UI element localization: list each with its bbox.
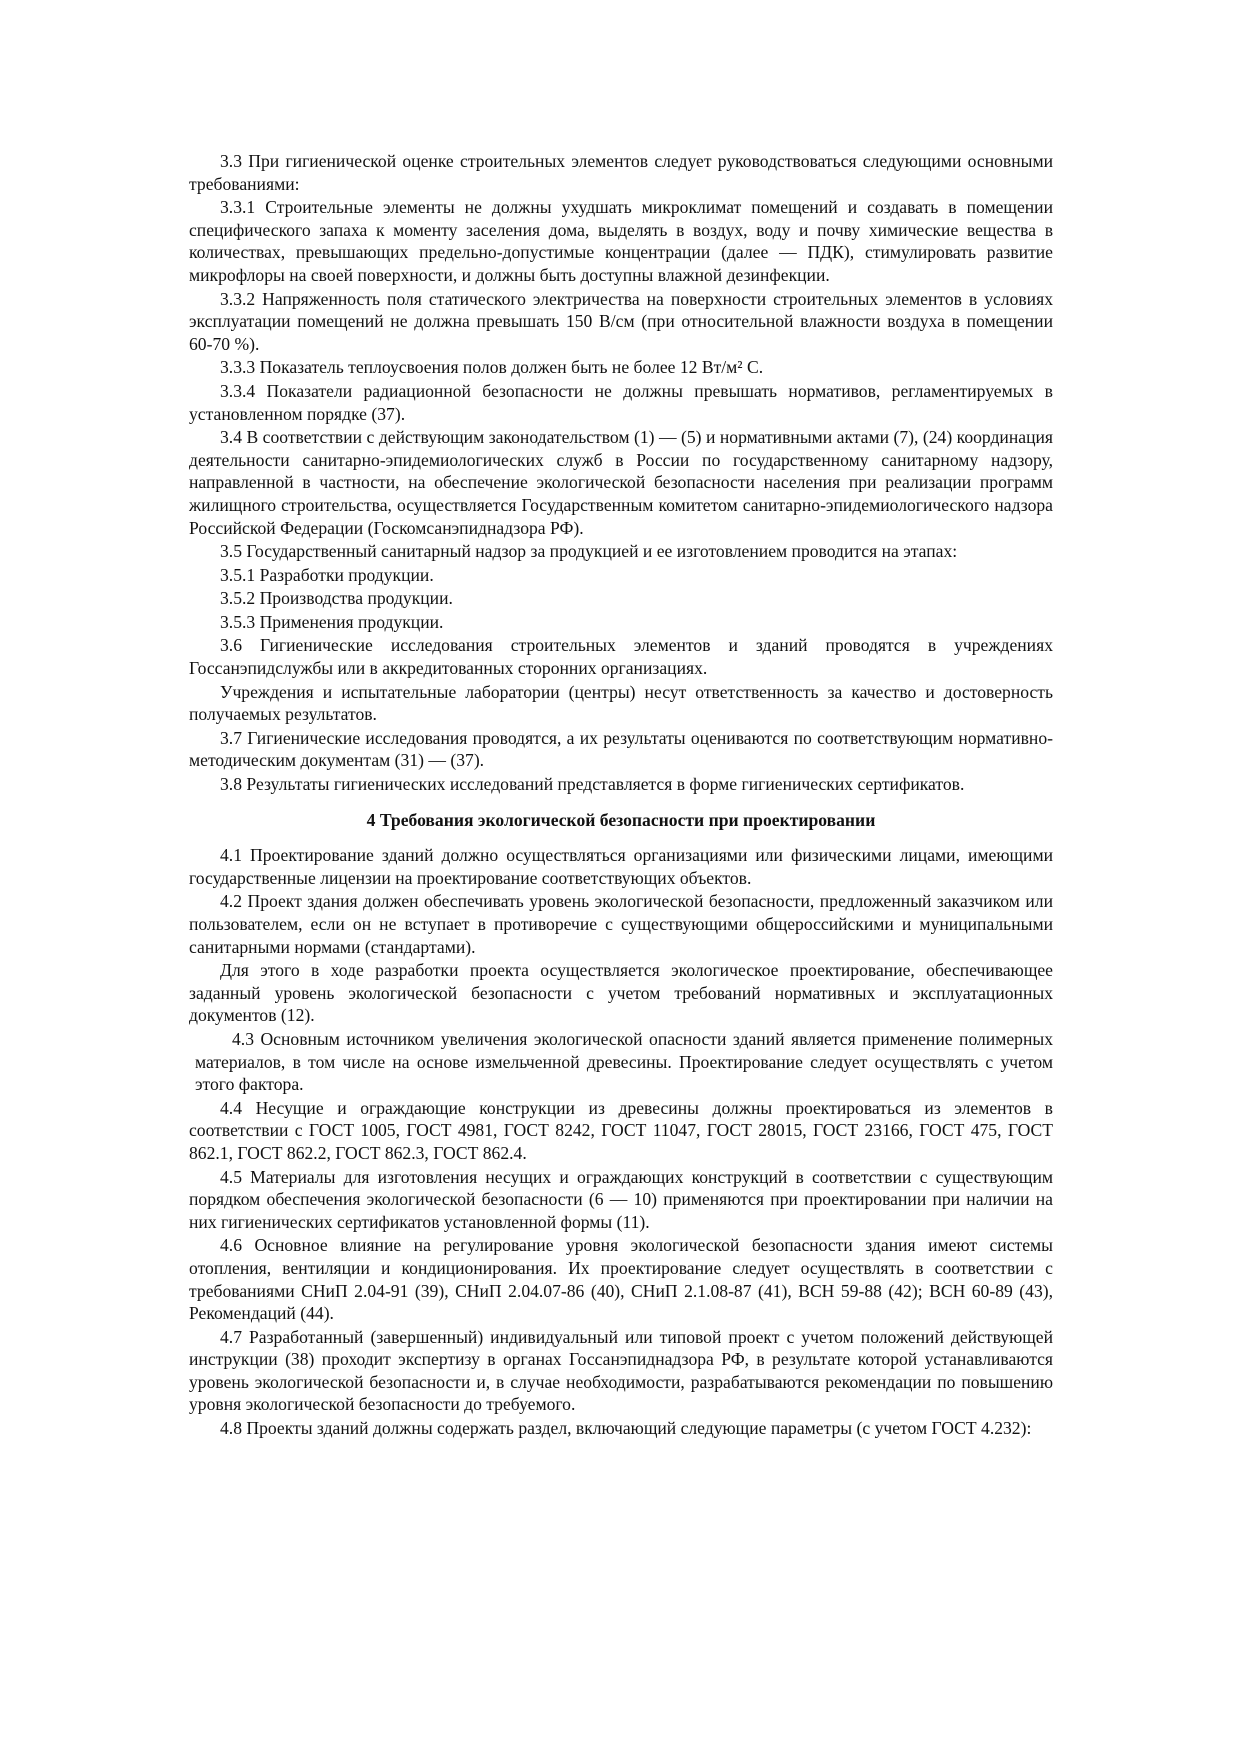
paragraph-3-3-3: 3.3.3 Показатель теплоусвоения полов должен быть не более 12 Вт/м² С. (220, 357, 764, 378)
paragraph-4-5: 4.5 Материалы для изготовления несущих и ограждающих конструкций в соответствии с существующим порядком обеспечения экологической безопасности (6 — 10) применяются при проектировании при наличии на них гигиенических сертификатов установленной формы (11). (189, 1166, 1053, 1232)
paragraph-4-2-cont: Для этого в ходе разработки проекта осуществляется экологическое проектирование, обеспечивающее заданный уровень экологической безопасности с учетом требований нормативных и эксплуатационных документов (12). (189, 960, 1053, 1026)
paragraph-3-3-4: 3.3.4 Показатели радиационной безопасности не должны превышать нормативов, регламентируемых в установленном порядке (37). (189, 380, 1053, 424)
paragraph-3-5-1: 3.5.1 Разработки продукции. (220, 564, 434, 585)
paragraph-4-7: 4.7 Разработанный (завершенный) индивидуальный или типовой проект с учетом положений действующей инструкции (38) проходит экспертизу в органах Госсанэпиднадзора РФ, в результате которой устанавливаются уровень экологической безопасности и, в случае необходимости, разрабатываются рекомендации по повышению уровня экологической безопасности до требуемого. (189, 1326, 1053, 1415)
paragraph-3-5-3: 3.5.3 Применения продукции. (220, 611, 444, 632)
paragraph-4-8: 4.8 Проекты зданий должны содержать раздел, включающий следующие параметры (с учетом ГОСТ 4.232): (220, 1418, 1032, 1439)
paragraph-3-6: 3.6 Гигиенические исследования строительных элементов и зданий проводятся в учреждениях Госсанэпидслужбы или в аккредитованных сторонних организациях. (189, 635, 1053, 679)
paragraph-3-8: 3.8 Результаты гигиенических исследований представляется в форме гигиенических сертификатов. (220, 774, 965, 795)
paragraph-3-6-cont: Учреждения и испытательные лаборатории (центры) несут ответственность за качество и достоверность получаемых результатов. (189, 681, 1053, 725)
paragraph-3-4: 3.4 В соответствии с действующим законодательством (1) — (5) и нормативными актами (7), (24) координация деятельности санитарно-эпидемиологических служб в России по государственному санитарному надзору, направленной в частности, на обеспечение экологической безопасности населения при реализации программ жилищного строительства, осуществляется Государственным комитетом санитарно-эпидемиологического надзора Российской Федерации (Госкомсанэпиднадзора РФ). (189, 427, 1053, 538)
paragraph-4-2: 4.2 Проект здания должен обеспечивать уровень экологической безопасности, предложенный заказчиком или пользователем, если он не вступает в противоречие с существующими общероссийскими и муниципальными санитарными нормами (стандартами). (189, 891, 1053, 957)
paragraph-3-5: 3.5 Государственный санитарный надзор за продукцией и ее изготовлением проводится на этапах: (220, 541, 958, 562)
paragraph-3-3-2: 3.3.2 Напряженность поля статического электричества на поверхности строительных элементов в условиях эксплуатации помещений не должна превышать 150 В/см (при относительной влажности воздуха в помещении 60-70 %). (189, 288, 1053, 354)
paragraph-4-1: 4.1 Проектирование зданий должно осуществляться организациями или физическими лицами, имеющими государственные лицензии на проектирование соответствующих объектов. (189, 845, 1053, 888)
paragraph-4-4: 4.4 Несущие и ограждающие конструкции из древесины должны проектироваться из элементов в соответствии с ГОСТ 1005, ГОСТ 4981, ГОСТ 8242, ГОСТ 11047, ГОСТ 28015, ГОСТ 23166, ГОСТ 475, ГОСТ 862.1, ГОСТ 862.2, ГОСТ 862.3, ГОСТ 862.4. (189, 1097, 1053, 1163)
paragraph-3-5-2: 3.5.2 Производства продукции. (220, 588, 453, 609)
paragraph-3-3: 3.3 При гигиенической оценке строительных элементов следует руководствоваться следующими основными требованиями: (189, 151, 1053, 194)
paragraph-4-3: 4.3 Основным источником увеличения экологической опасности зданий является применение полимерных материалов, в том числе на основе измельченной древесины. Проектирование следует осуществлять с учетом этого фактора. (195, 1028, 1053, 1095)
paragraph-4-6: 4.6 Основное влияние на регулирование уровня экологической безопасности здания имеют системы отопления, вентиляции и кондиционирования. Их проектирование следует осуществлять в соответствии с требованиями СНиП 2.04-91 (39), СНиП 2.04.07-86 (40), СНиП 2.1.08-87 (41), ВСН 59-88 (42); ВСН 60-89 (43), Рекомендаций (44). (189, 1235, 1053, 1324)
document-page (189, 150, 1053, 1441)
paragraph-3-3-1: 3.3.1 Строительные элементы не должны ухудшать микроклимат помещений и создавать в помещении специфического запаха к моменту заселения дома, выделять в воздух, воду и почву химические вещества в количествах, превышающих предельно-допустимые концентрации (далее — ПДК), стимулировать развитие микрофлоры на своей поверхности, и должны быть доступны влажной дезинфекции. (189, 197, 1053, 285)
section-heading-4: 4 Требования экологической безопасности при проектировании (366, 809, 876, 830)
paragraph-3-7: 3.7 Гигиенические исследования проводятся, а их результаты оцениваются по соответствующим нормативно-методическим документам (31) — (37). (189, 727, 1053, 771)
